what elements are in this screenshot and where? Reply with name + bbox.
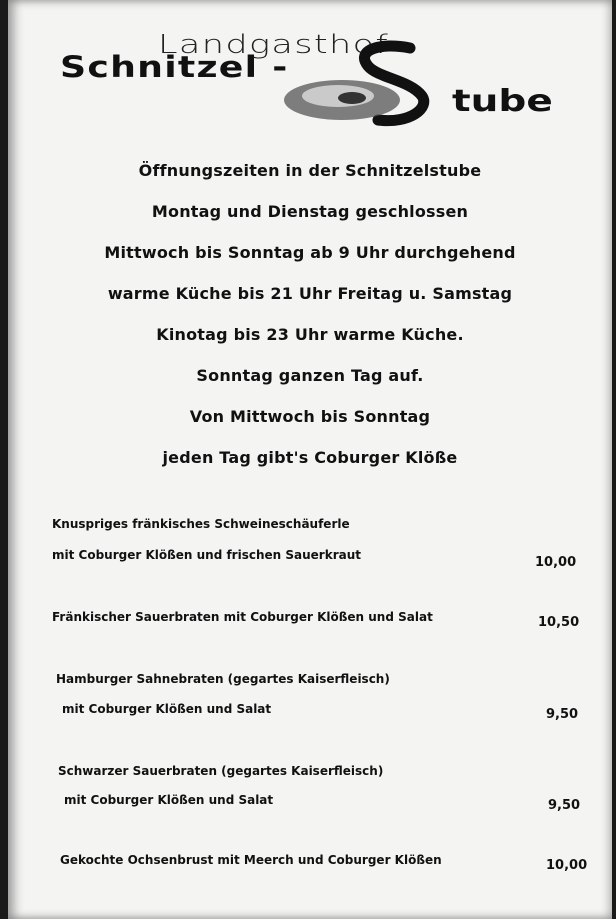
menu-item-price: 9,50 [546,707,579,722]
schnitzel-logo-icon [260,40,460,130]
menu-item-subtitle: mit Coburger Klößen und frischen Sauerkraut [52,548,361,562]
hours-line: Montag und Dienstag geschlossen [151,202,469,221]
hours-line: Mittwoch bis Sonntag ab 9 Uhr durchgehend [104,243,516,262]
hours-line: Kinotag bis 23 Uhr warme Küche. [156,325,464,344]
menu-item-price: 10,50 [538,615,580,630]
logo-main-text: Schnitzel - [60,50,289,84]
menu-item-price: 10,00 [535,555,577,570]
hours-line: warme Küche bis 21 Uhr Freitag u. Samstag [107,284,513,303]
menu-item-price: 10,00 [546,858,588,873]
menu-item-subtitle: mit Coburger Klößen und Salat [64,793,274,807]
menu-item-title: Gekochte Ochsenbrust mit Meerch und Coburger Klößen [60,853,442,867]
menu-item-subtitle: mit Coburger Klößen und Salat [62,702,272,716]
menu-item-title: Knuspriges fränkisches Schweineschäuferle [52,517,350,531]
menu-item-title: Fränkischer Sauerbraten mit Coburger Klößen und Salat [52,610,433,624]
hours-line: Von Mittwoch bis Sonntag [189,407,431,426]
menu-item-title: Schwarzer Sauerbraten (gegartes Kaiserfleisch) [58,764,384,778]
menu-item-price: 9,50 [548,798,581,813]
logo-top-text: Landgasthof [158,30,390,60]
hours-line: jeden Tag gibt's Coburger Klöße [162,448,458,467]
hours-line: Sonntag ganzen Tag auf. [196,366,424,385]
menu-item-title: Hamburger Sahnebraten (gegartes Kaiserfleisch) [56,672,390,686]
hours-heading: Öffnungszeiten in der Schnitzelstube [138,161,482,180]
restaurant-logo [50,28,560,128]
logo-tail-text: tube [452,84,553,119]
opening-hours [8,150,612,478]
